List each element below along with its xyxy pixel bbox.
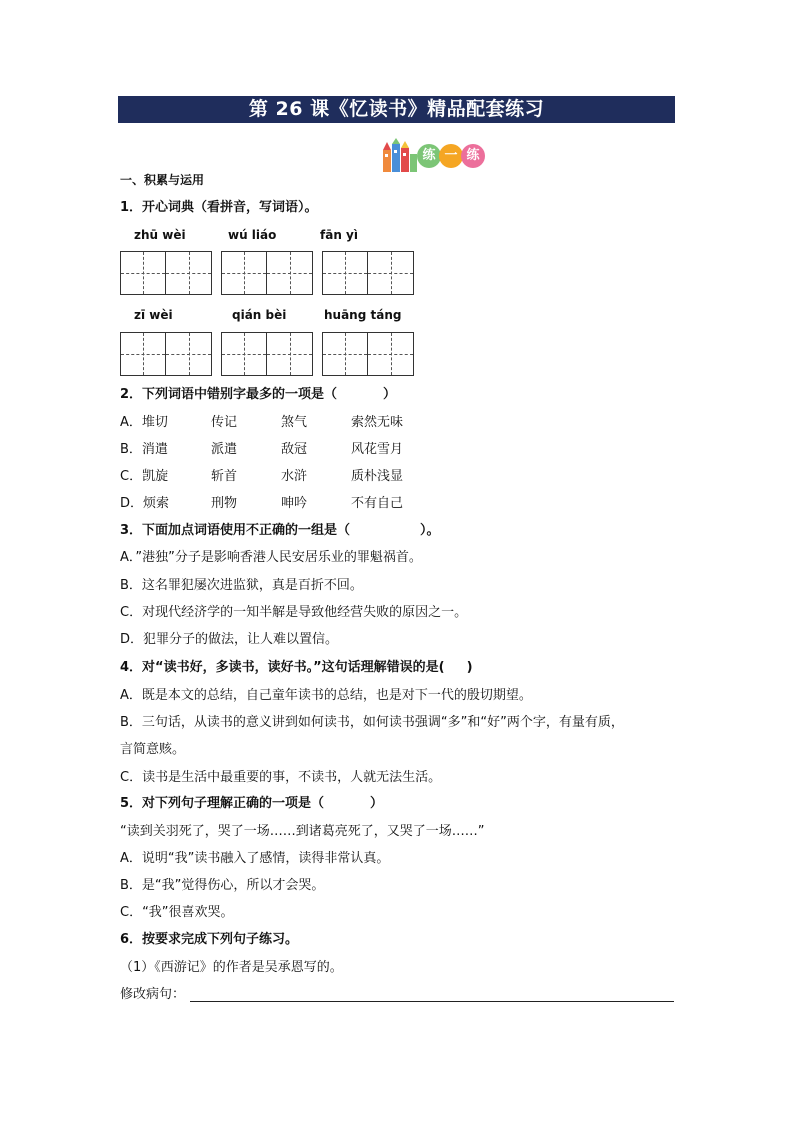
- option-text: B．是“我”觉得伤心，所以才会哭。: [120, 878, 325, 893]
- question-4-stem: [120, 660, 473, 676]
- badge-char-3: 练: [461, 144, 485, 168]
- writing-grid[interactable]: [120, 332, 212, 376]
- option-text: C．对现代经济学的一知半解是导致他经营失败的原因之一。: [120, 605, 468, 620]
- option-word: D．烦索: [120, 496, 170, 511]
- option-word: 传记: [211, 415, 238, 430]
- page-title: 第 26 课《忆读书》精品配套练习: [118, 96, 675, 123]
- option-text: D．犯罪分子的做法，让人难以置信。: [120, 632, 339, 647]
- option-word: 水浒: [281, 469, 308, 484]
- badge-char-1: 练: [417, 144, 441, 168]
- option-word: 斩首: [211, 469, 238, 484]
- question-6-stem: 6．按要求完成下列句子练习。: [120, 932, 299, 947]
- writing-grid[interactable]: [221, 332, 313, 376]
- sub-question: （1）《西游记》的作者是吴承恩写的。: [120, 960, 343, 975]
- option-word: 不有自己: [351, 496, 404, 511]
- question-4-end: ): [466, 660, 473, 675]
- question-3-end: ）。: [420, 523, 440, 538]
- question-2-stem: [120, 387, 396, 403]
- option-word: 呻吟: [281, 496, 308, 511]
- option-word: A．堆切: [120, 415, 168, 430]
- pinyin-label: zhū wèi: [134, 228, 186, 242]
- pinyin-label: huāng táng: [324, 308, 402, 322]
- section-heading: 一、积累与运用: [120, 173, 205, 187]
- buildings-icon: [381, 138, 419, 172]
- option-text: A．”港独”分子是影响香港人民安居乐业的罪魁祸首。: [120, 550, 422, 565]
- pinyin-label: qián bèi: [232, 308, 287, 322]
- question-5-stem: [120, 796, 383, 812]
- practice-badge: [381, 138, 485, 172]
- pinyin-label: wú liáo: [228, 228, 277, 242]
- question-3-text: 3．下面加点词语使用不正确的一组是（: [120, 523, 351, 538]
- question-4-text: 4．对“读书好，多读书，读好书。”这句话理解错误的是(: [120, 660, 445, 675]
- question-3-stem: [120, 523, 440, 539]
- question-5-text: 5．对下列句子理解正确的一项是（: [120, 796, 325, 811]
- question-1-stem: 1．开心词典（看拼音，写词语）。: [120, 200, 318, 215]
- writing-grid[interactable]: [120, 251, 212, 295]
- option-word: C．凯旋: [120, 469, 169, 484]
- option-word: 风花雪月: [351, 442, 404, 457]
- writing-grid[interactable]: [322, 251, 414, 295]
- option-text: C．读书是生活中最重要的事，不读书，人就无法生活。: [120, 770, 442, 785]
- fix-sentence-label: 修改病句：: [120, 987, 186, 1002]
- option-text: B．这名罪犯屡次进监狱，真是百折不回。: [120, 578, 363, 593]
- option-text: C．“我”很喜欢哭。: [120, 905, 234, 920]
- pinyin-label: zī wèi: [134, 308, 173, 322]
- option-text-continued: 言简意赅。: [120, 742, 186, 757]
- writing-grid[interactable]: [322, 332, 414, 376]
- option-word: 刑物: [211, 496, 238, 511]
- option-word: 煞气: [281, 415, 308, 430]
- option-word: B．消遣: [120, 442, 168, 457]
- badge-char-2: 一: [439, 144, 463, 168]
- quote-text: “读到关羽死了，哭了一场……到诸葛亮死了，又哭了一场……”: [120, 824, 485, 839]
- option-text: A．既是本文的总结，自己童年读书的总结，也是对下一代的殷切期望。: [120, 688, 532, 703]
- option-word: 索然无味: [351, 415, 404, 430]
- option-word: 派遣: [211, 442, 238, 457]
- writing-grid[interactable]: [221, 251, 313, 295]
- question-2-end: ）: [383, 387, 397, 402]
- pinyin-label: fān yì: [320, 228, 358, 242]
- answer-line[interactable]: [190, 1001, 674, 1002]
- option-word: 质朴浅显: [351, 469, 404, 484]
- question-2-text: 2．下列词语中错别字最多的一项是（: [120, 387, 338, 402]
- option-text: B．三句话，从读书的意义讲到如何读书，如何读书强调“多”和“好”两个字，有量有质，: [120, 715, 624, 730]
- option-text: A．说明“我”读书融入了感情，读得非常认真。: [120, 851, 390, 866]
- option-word: 敌冠: [281, 442, 308, 457]
- question-5-end: ）: [370, 796, 384, 811]
